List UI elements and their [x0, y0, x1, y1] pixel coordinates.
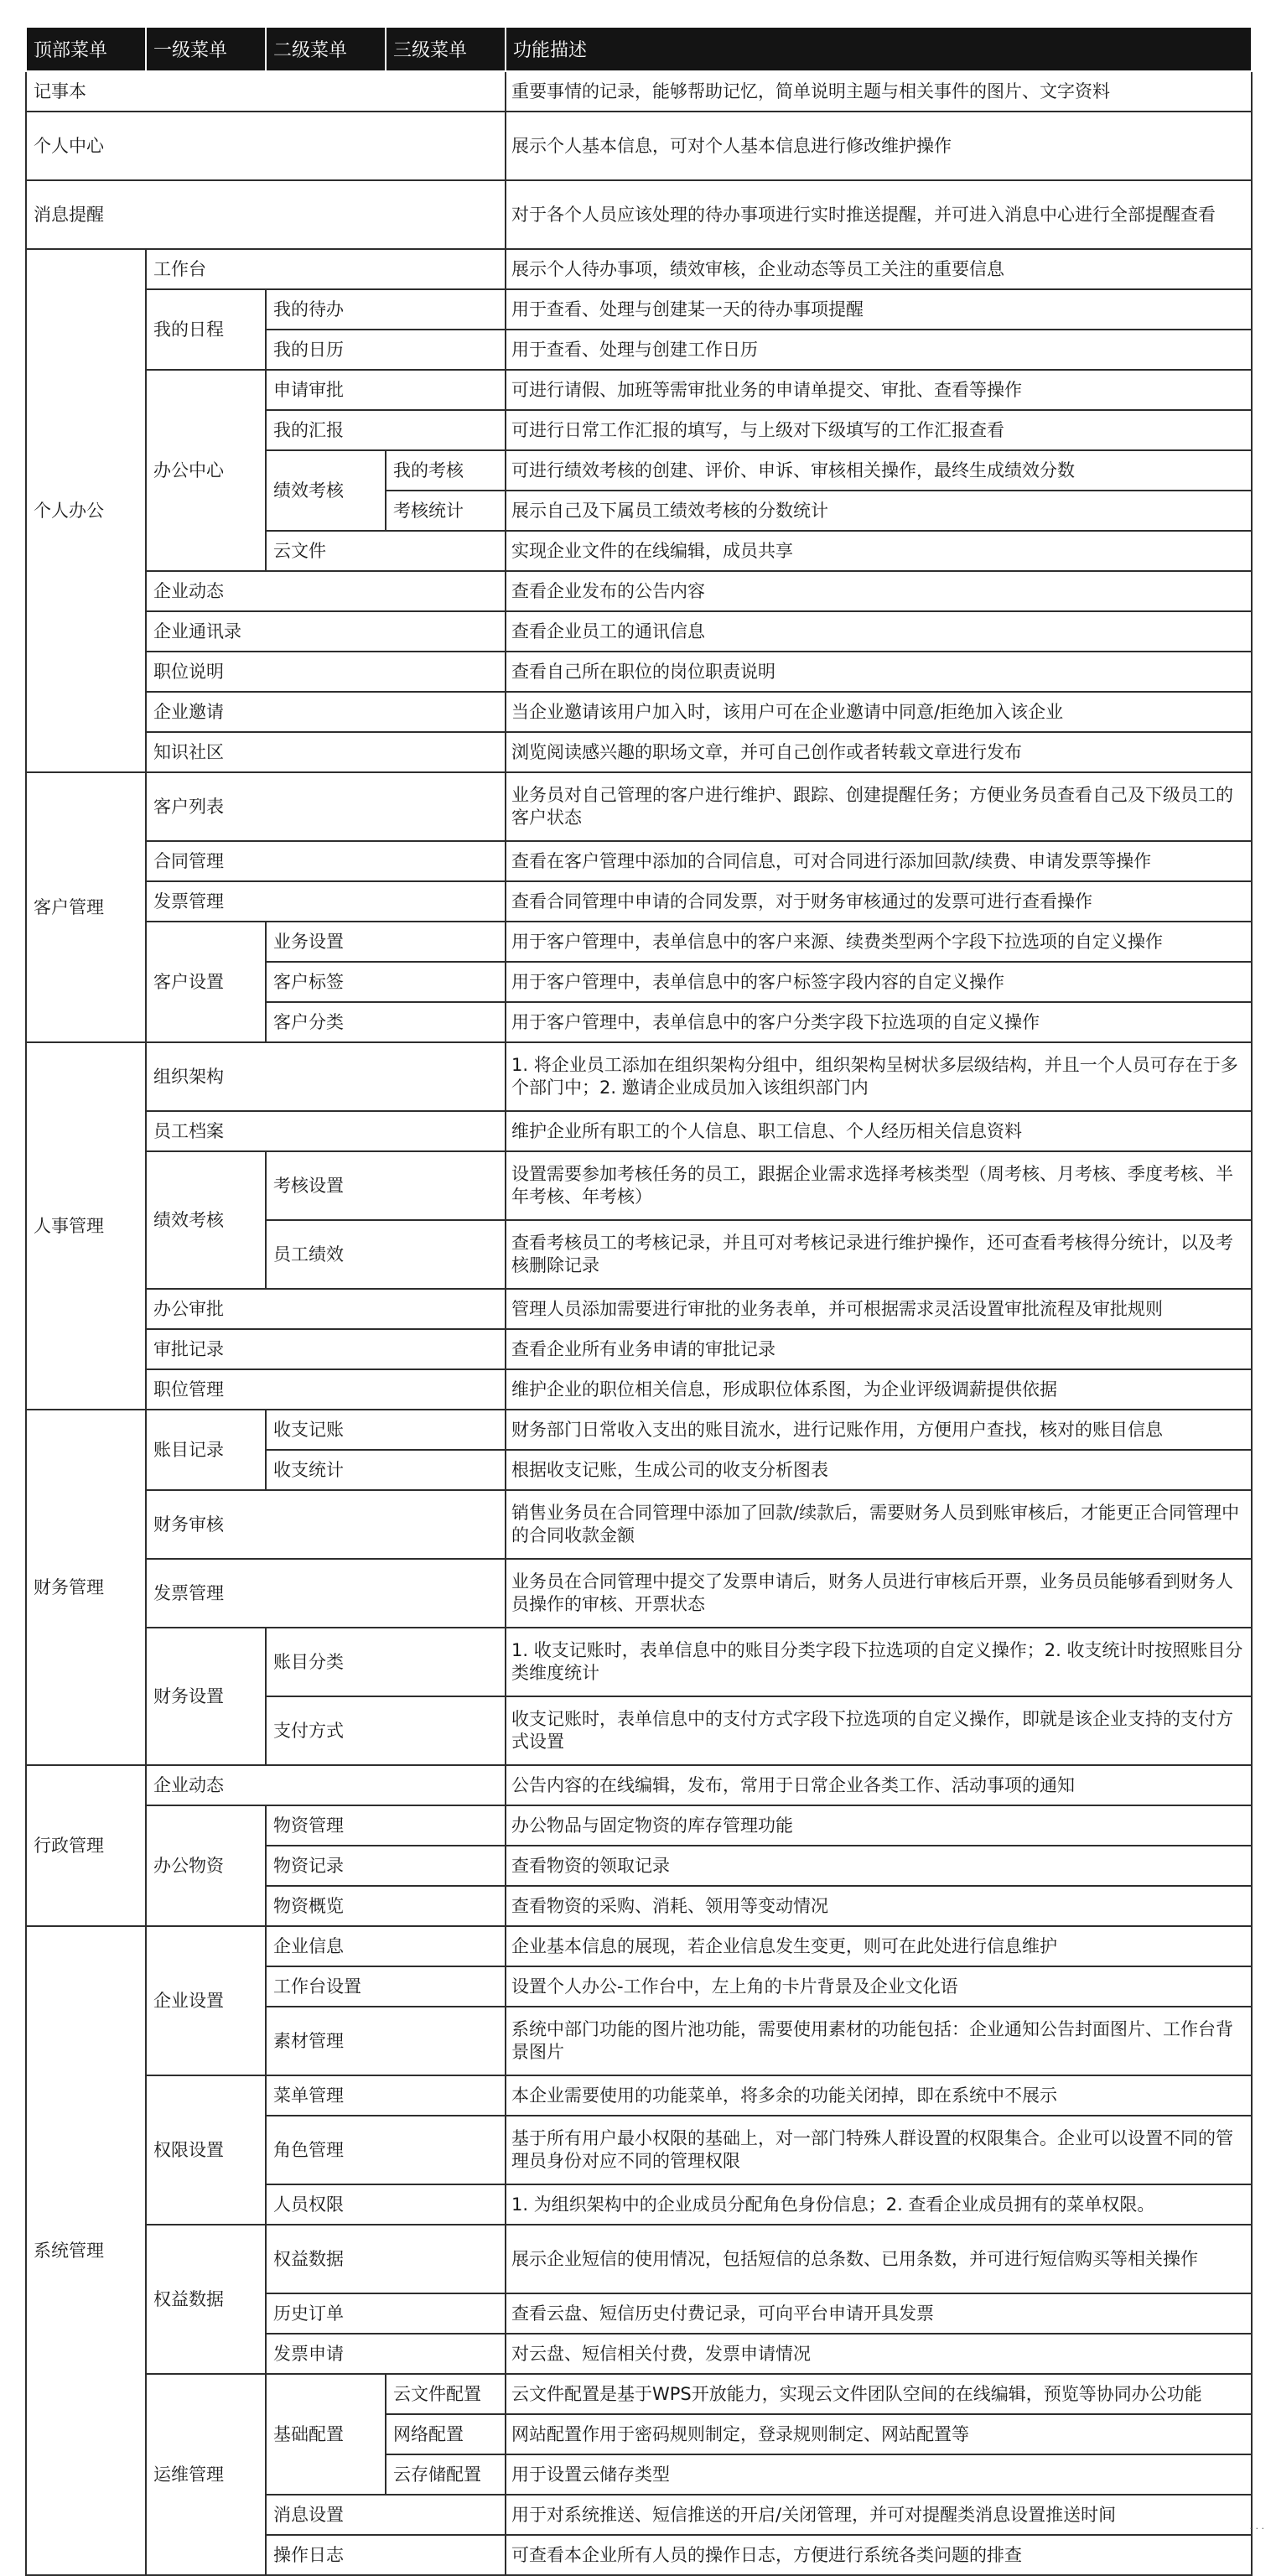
description-cell: 浏览阅读感兴趣的职场文章，并可自己创作或者转载文章进行发布 — [506, 732, 1252, 772]
description-cell: 基于所有用户最小权限的基础上，对一部门特殊人群设置的权限集合。企业可以设置不同的管理员身份对应不同的管理权限 — [506, 2116, 1252, 2184]
menu-cell: 个人中心 — [26, 112, 506, 180]
description-cell: 查看合同管理中申请的合同发票，对于财务审核通过的发票可进行查看操作 — [506, 881, 1252, 922]
menu-cell: 我的日历 — [266, 330, 506, 370]
menu-cell: 菜单管理 — [266, 2075, 506, 2116]
menu-cell: 办公审批 — [146, 1289, 506, 1329]
table-row — [26, 2374, 1252, 2414]
menu-cell: 合同管理 — [146, 841, 506, 881]
description-cell: 对于各个人员应该处理的待办事项进行实时推送提醒，并可进入消息中心进行全部提醒查看 — [506, 180, 1252, 249]
menu-cell: 客户列表 — [146, 772, 506, 841]
description-cell: 可进行日常工作汇报的填写，与上级对下级填写的工作汇报查看 — [506, 410, 1252, 450]
menu-cell: 绩效考核 — [266, 450, 386, 531]
menu-cell: 人员权限 — [266, 2184, 506, 2225]
table-row — [26, 71, 1252, 112]
menu-cell: 财务管理 — [26, 1410, 146, 1765]
menu-cell: 组织架构 — [146, 1042, 506, 1111]
table-row — [26, 1559, 1252, 1628]
menu-cell: 员工绩效 — [266, 1220, 506, 1289]
table-header-row — [26, 27, 1252, 71]
menu-cell: 申请审批 — [266, 370, 506, 410]
table-row — [26, 841, 1252, 881]
description-cell: 根据收支记账，生成公司的收支分析图表 — [506, 1450, 1252, 1490]
menu-cell: 物资记录 — [266, 1846, 506, 1886]
table-row — [26, 1628, 1252, 1696]
menu-cell: 收支记账 — [266, 1410, 506, 1450]
menu-cell: 操作日志 — [266, 2535, 506, 2575]
table-row — [26, 652, 1252, 692]
description-cell: 用于查看、处理与创建某一天的待办事项提醒 — [506, 289, 1252, 330]
table-row — [26, 1151, 1252, 1220]
menu-cell: 工作台设置 — [266, 1966, 506, 2007]
description-cell: 管理人员添加需要进行审批的业务表单，并可根据需求灵活设置审批流程及审批规则 — [506, 1289, 1252, 1329]
table-row — [26, 1329, 1252, 1369]
header-level2-menu: 二级菜单 — [266, 27, 386, 71]
menu-cell: 账目记录 — [146, 1410, 266, 1490]
description-cell: 公告内容的在线编辑，发布，常用于日常企业各类工作、活动事项的通知 — [506, 1765, 1252, 1805]
menu-cell: 角色管理 — [266, 2116, 506, 2184]
menu-cell: 支付方式 — [266, 1696, 506, 1765]
menu-cell: 权益数据 — [146, 2225, 266, 2374]
menu-cell: 人事管理 — [26, 1042, 146, 1410]
menu-cell: 业务设置 — [266, 922, 506, 962]
menu-cell: 客户管理 — [26, 772, 146, 1042]
table-row — [26, 922, 1252, 962]
table-row — [26, 1926, 1252, 1966]
table-body — [26, 71, 1252, 2575]
table-row — [26, 772, 1252, 841]
description-cell: 用于客户管理中，表单信息中的客户分类字段下拉选项的自定义操作 — [506, 1002, 1252, 1042]
description-cell: 销售业务员在合同管理中添加了回款/续款后，需要财务人员到账审核后，才能更正合同管理中的合同收款金额 — [506, 1490, 1252, 1559]
table-row — [26, 692, 1252, 732]
menu-cell: 企业动态 — [146, 1765, 506, 1805]
description-cell: 展示个人基本信息，可对个人基本信息进行修改维护操作 — [506, 112, 1252, 180]
table-row — [26, 1111, 1252, 1151]
menu-cell: 职位说明 — [146, 652, 506, 692]
description-cell: 查看物资的领取记录 — [506, 1846, 1252, 1886]
description-cell: 设置需要参加考核任务的员工，跟据企业需求选择考核类型（周考核、月考核、季度考核、半年考核、年考核） — [506, 1151, 1252, 1220]
table-row — [26, 1042, 1252, 1111]
table-row — [26, 1289, 1252, 1329]
menu-cell: 我的待办 — [266, 289, 506, 330]
description-cell: 用于设置云储存类型 — [506, 2454, 1252, 2495]
menu-cell: 考核设置 — [266, 1151, 506, 1220]
menu-cell: 网络配置 — [386, 2414, 506, 2454]
menu-cell: 我的考核 — [386, 450, 506, 491]
menu-cell: 审批记录 — [146, 1329, 506, 1369]
description-cell: 企业基本信息的展现，若企业信息发生变更，则可在此处进行信息维护 — [506, 1926, 1252, 1966]
menu-cell: 云文件 — [266, 531, 506, 571]
menu-table — [25, 26, 1253, 2576]
menu-cell: 考核统计 — [386, 491, 506, 531]
table-row — [26, 2075, 1252, 2116]
table-row — [26, 289, 1252, 330]
description-cell: 可进行请假、加班等需审批业务的申请单提交、审批、查看等操作 — [506, 370, 1252, 410]
description-cell: 用于客户管理中，表单信息中的客户来源、续费类型两个字段下拉选项的自定义操作 — [506, 922, 1252, 962]
description-cell: 用于客户管理中，表单信息中的客户标签字段内容的自定义操作 — [506, 962, 1252, 1002]
description-cell: 收支记账时，表单信息中的支付方式字段下拉选项的自定义操作，即就是该企业支持的支付方式设置 — [506, 1696, 1252, 1765]
description-cell: 展示自己及下属员工绩效考核的分数统计 — [506, 491, 1252, 531]
description-cell: 1. 将企业员工添加在组织架构分组中，组织架构呈树状多层级结构，并且一个人员可存在于多个部门中；2. 邀请企业成员加入该组织部门内 — [506, 1042, 1252, 1111]
description-cell: 本企业需要使用的功能菜单，将多余的功能关闭掉，即在系统中不展示 — [506, 2075, 1252, 2116]
menu-cell: 发票申请 — [266, 2334, 506, 2374]
menu-cell: 消息提醒 — [26, 180, 506, 249]
menu-cell: 云文件配置 — [386, 2374, 506, 2414]
description-cell: 维护企业所有职工的个人信息、职工信息、个人经历相关信息资料 — [506, 1111, 1252, 1151]
menu-cell: 工作台 — [146, 249, 506, 289]
menu-cell: 物资管理 — [266, 1805, 506, 1846]
description-cell: 查看物资的采购、消耗、领用等变动情况 — [506, 1886, 1252, 1926]
menu-cell: 记事本 — [26, 71, 506, 112]
menu-cell: 收支统计 — [266, 1450, 506, 1490]
description-cell: 云文件配置是基于WPS开放能力，实现云文件团队空间的在线编辑，预览等协同办公功能 — [506, 2374, 1252, 2414]
menu-cell: 职位管理 — [146, 1369, 506, 1410]
table-row — [26, 1369, 1252, 1410]
table-row — [26, 370, 1252, 410]
header-top-menu: 顶部菜单 — [26, 27, 146, 71]
menu-cell: 员工档案 — [146, 1111, 506, 1151]
header-description: 功能描述 — [506, 27, 1252, 71]
table-row — [26, 611, 1252, 652]
description-cell: 用于对系统推送、短信推送的开启/关闭管理，并可对提醒类消息设置推送时间 — [506, 2495, 1252, 2535]
table-row — [26, 1490, 1252, 1559]
menu-cell: 企业信息 — [266, 1926, 506, 1966]
description-cell: 维护企业的职位相关信息，形成职位体系图，为企业评级调薪提供依据 — [506, 1369, 1252, 1410]
menu-cell: 账目分类 — [266, 1628, 506, 1696]
menu-cell: 客户标签 — [266, 962, 506, 1002]
menu-cell: 权益数据 — [266, 2225, 506, 2293]
description-cell: 业务员在合同管理中提交了发票申请后，财务人员进行审核后开票，业务员员能够看到财务人员操作的审核、开票状态 — [506, 1559, 1252, 1628]
menu-cell: 我的汇报 — [266, 410, 506, 450]
menu-cell: 素材管理 — [266, 2007, 506, 2075]
description-cell: 展示企业短信的使用情况，包括短信的总条数、已用条数，并可进行短信购买等相关操作 — [506, 2225, 1252, 2293]
table-row — [26, 249, 1252, 289]
menu-cell: 发票管理 — [146, 881, 506, 922]
menu-cell: 消息设置 — [266, 2495, 506, 2535]
menu-cell: 行政管理 — [26, 1765, 146, 1926]
corner-mark: · · · — [1249, 2523, 1264, 2534]
table-row — [26, 881, 1252, 922]
menu-cell: 客户分类 — [266, 1002, 506, 1042]
description-cell: 可进行绩效考核的创建、评价、申诉、审核相关操作，最终生成绩效分数 — [506, 450, 1252, 491]
description-cell: 查看自己所在职位的岗位职责说明 — [506, 652, 1252, 692]
table-row — [26, 180, 1252, 249]
table-row — [26, 112, 1252, 180]
header-level3-menu: 三级菜单 — [386, 27, 506, 71]
description-cell: 实现企业文件的在线编辑，成员共享 — [506, 531, 1252, 571]
menu-cell: 我的日程 — [146, 289, 266, 370]
description-cell: 用于查看、处理与创建工作日历 — [506, 330, 1252, 370]
description-cell: 财务部门日常收入支出的账目流水，进行记账作用，方便用户查找，核对的账目信息 — [506, 1410, 1252, 1450]
menu-cell: 知识社区 — [146, 732, 506, 772]
description-cell: 1. 收支记账时，表单信息中的账目分类字段下拉选项的自定义操作；2. 收支统计时按照账目分类维度统计 — [506, 1628, 1252, 1696]
menu-cell: 企业设置 — [146, 1926, 266, 2075]
menu-cell: 绩效考核 — [146, 1151, 266, 1289]
description-cell: 办公物品与固定物资的库存管理功能 — [506, 1805, 1252, 1846]
menu-cell: 权限设置 — [146, 2075, 266, 2225]
description-cell: 展示个人待办事项，绩效审核，企业动态等员工关注的重要信息 — [506, 249, 1252, 289]
menu-cell: 企业动态 — [146, 571, 506, 611]
description-cell: 系统中部门功能的图片池功能，需要使用素材的功能包括：企业通知公告封面图片、工作台背景图片 — [506, 2007, 1252, 2075]
menu-cell: 历史订单 — [266, 2293, 506, 2334]
description-cell: 查看企业发布的公告内容 — [506, 571, 1252, 611]
description-cell: 1. 为组织架构中的企业成员分配角色身份信息；2. 查看企业成员拥有的菜单权限。 — [506, 2184, 1252, 2225]
menu-cell: 财务审核 — [146, 1490, 506, 1559]
table-row — [26, 1410, 1252, 1450]
menu-cell: 办公物资 — [146, 1805, 266, 1926]
description-cell: 查看云盘、短信历史付费记录，可向平台申请开具发票 — [506, 2293, 1252, 2334]
menu-cell: 系统管理 — [26, 1926, 146, 2575]
description-cell: 业务员对自己管理的客户进行维护、跟踪、创建提醒任务；方便业务员查看自己及下级员工的客户状态 — [506, 772, 1252, 841]
table-row — [26, 571, 1252, 611]
menu-cell: 发票管理 — [146, 1559, 506, 1628]
header-level1-menu: 一级菜单 — [146, 27, 266, 71]
description-cell: 重要事情的记录，能够帮助记忆，简单说明主题与相关事件的图片、文字资料 — [506, 71, 1252, 112]
description-cell: 可查看本企业所有人员的操作日志，方便进行系统各类问题的排查 — [506, 2535, 1252, 2575]
menu-cell: 办公中心 — [146, 370, 266, 571]
description-cell: 当企业邀请该用户加入时，该用户可在企业邀请中同意/拒绝加入该企业 — [506, 692, 1252, 732]
menu-cell: 个人办公 — [26, 249, 146, 772]
table-row — [26, 1805, 1252, 1846]
description-cell: 设置个人办公-工作台中，左上角的卡片背景及企业文化语 — [506, 1966, 1252, 2007]
menu-cell: 基础配置 — [266, 2374, 386, 2495]
menu-cell: 财务设置 — [146, 1628, 266, 1765]
description-cell: 查看在客户管理中添加的合同信息，可对合同进行添加回款/续费、申请发票等操作 — [506, 841, 1252, 881]
table-row — [26, 2225, 1252, 2293]
table-row — [26, 1765, 1252, 1805]
menu-cell: 客户设置 — [146, 922, 266, 1042]
menu-cell: 企业通讯录 — [146, 611, 506, 652]
menu-cell: 企业邀请 — [146, 692, 506, 732]
description-cell: 对云盘、短信相关付费，发票申请情况 — [506, 2334, 1252, 2374]
description-cell: 网站配置作用于密码规则制定，登录规则制定、网站配置等 — [506, 2414, 1252, 2454]
menu-cell: 云存储配置 — [386, 2454, 506, 2495]
table-row — [26, 732, 1252, 772]
menu-cell: 运维管理 — [146, 2374, 266, 2575]
menu-cell: 物资概览 — [266, 1886, 506, 1926]
description-cell: 查看考核员工的考核记录，并且可对考核记录进行维护操作，还可查看考核得分统计，以及考核删除记录 — [506, 1220, 1252, 1289]
description-cell: 查看企业员工的通讯信息 — [506, 611, 1252, 652]
description-cell: 查看企业所有业务申请的审批记录 — [506, 1329, 1252, 1369]
